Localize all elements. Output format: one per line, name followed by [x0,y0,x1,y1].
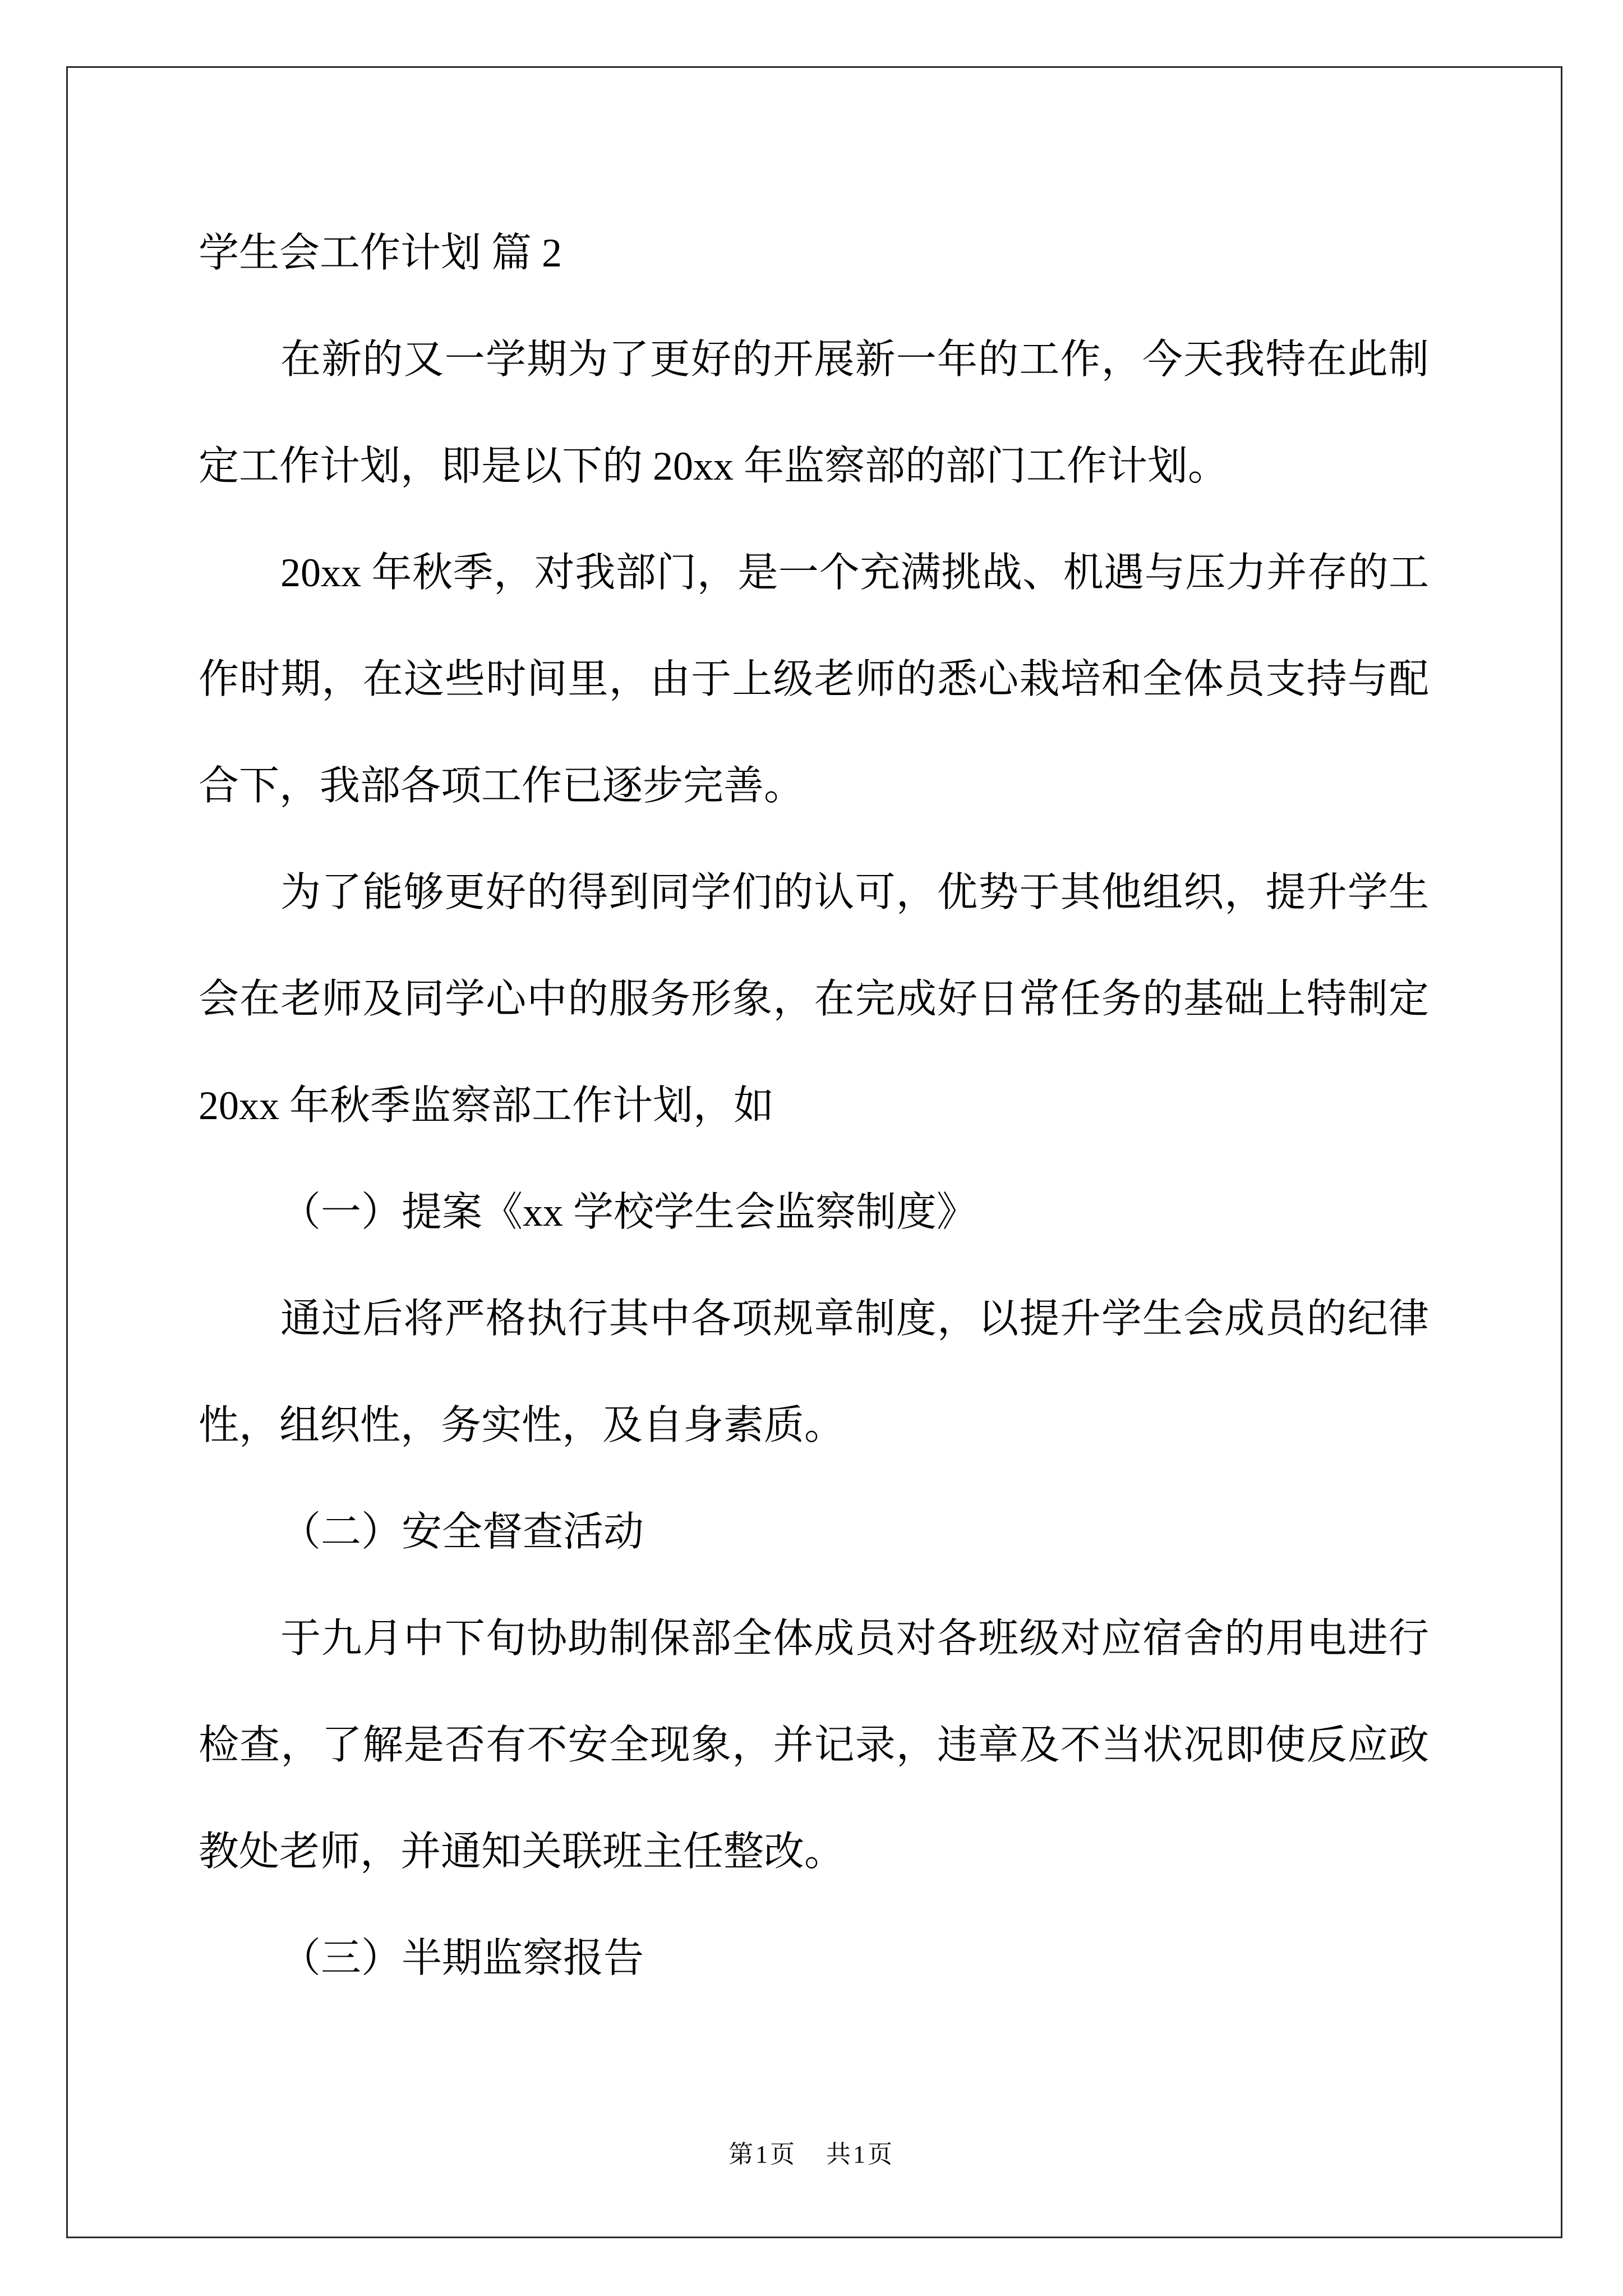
paragraph [199,519,1429,839]
text-line: 教处老师，并通知关联班主任整改。 [199,1829,845,1874]
text-line: 为了能够更好的得到同学们的认可，优势于其他组织，提升学生 [280,870,1429,915]
text-line: 合下，我部各项工作已逐步完善。 [199,763,805,808]
document-body [199,200,1429,2012]
text-line: （二）安全督查活动 [280,1510,644,1554]
text-line: 20xx 年秋季监察部工作计划，如 [199,1083,774,1128]
text-line: 于九月中下旬协助制保部全体成员对各班级对应宿舍的用电进行 [280,1616,1429,1661]
page-total: 共1页 [826,2141,895,2168]
paragraph [199,306,1429,519]
section-heading [199,1159,1429,1266]
section-heading [199,1905,1429,2012]
paragraph [199,839,1429,1159]
paragraph [199,1266,1429,1479]
text-line: 通过后将严格执行其中各项规章制度，以提升学生会成员的纪律 [280,1296,1429,1341]
text-line: 20xx 年秋季，对我部门，是一个充满挑战、机遇与压力并存的工 [280,550,1429,595]
text-line: 检查，了解是否有不安全现象，并记录，违章及不当状况即使反应政 [199,1723,1429,1768]
text-line: 性，组织性，务实性，及自身素质。 [199,1403,845,1448]
text-line: （三）半期监察报告 [280,1936,644,1981]
text-line: 会在老师及同学心中的服务形象，在完成好日常任务的基础上特制定 [199,977,1429,1022]
text-line: 定工作计划，即是以下的 20xx 年监察部的部门工作计划。 [199,444,1229,489]
paragraph [199,1585,1429,1905]
page-footer [0,2137,1623,2172]
text-line: 在新的又一学期为了更好的开展新一年的工作，今天我特在此制 [280,337,1429,382]
text-line: （一）提案《xx 学校学生会监察制度》 [280,1190,978,1235]
section-heading [199,1479,1429,1585]
document-heading: 学生会工作计划 篇 2 [199,231,562,275]
text-line: 作时期，在这些时间里，由于上级老师的悉心栽培和全体员支持与配 [199,657,1429,702]
page-number: 第1页 [728,2141,797,2168]
